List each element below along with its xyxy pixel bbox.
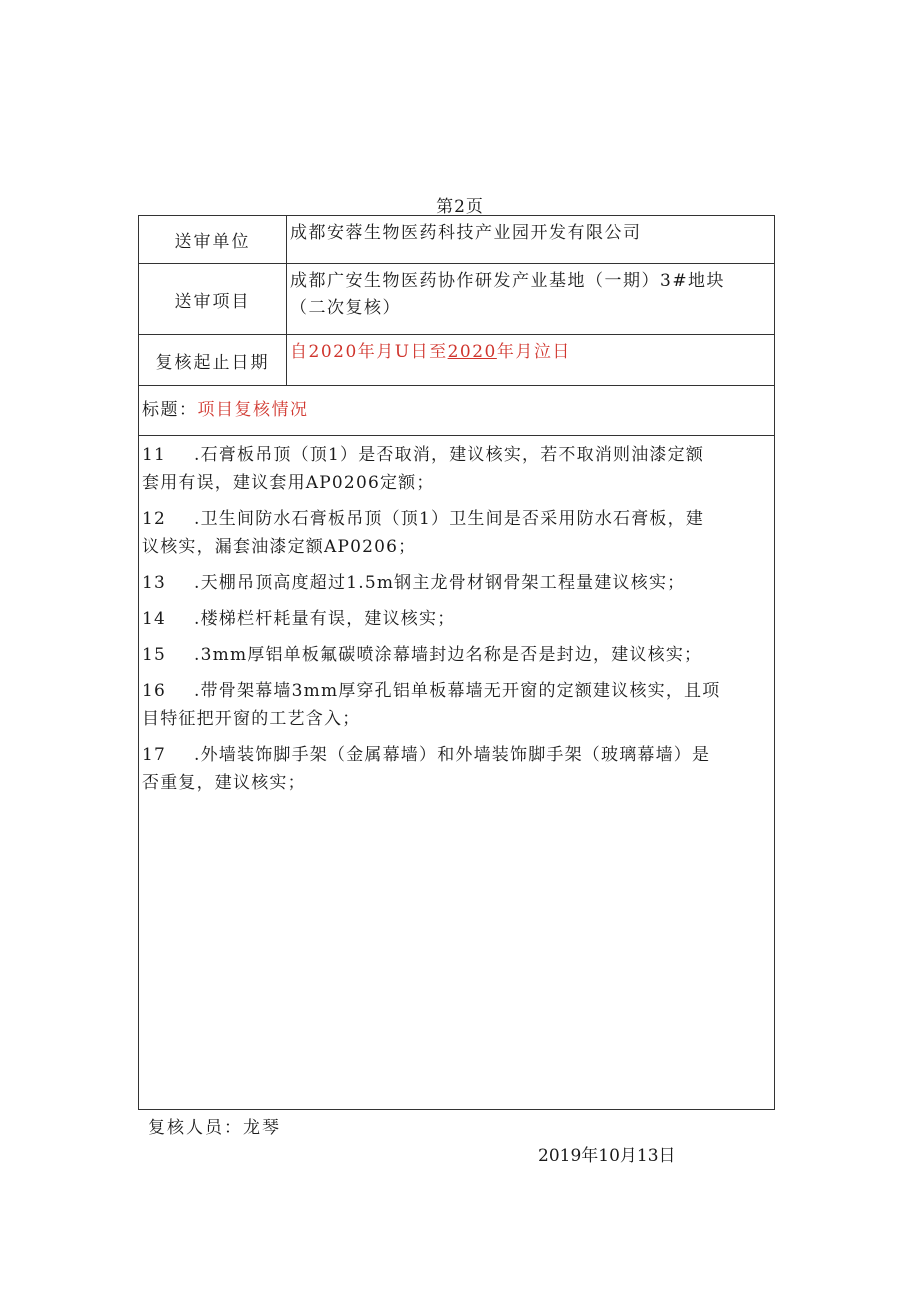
unit-value: 成都安蓉生物医药科技产业园开发有限公司 (290, 223, 642, 243)
item-text-line2: 套用有误，建议套用AP0206定额； (142, 473, 435, 493)
item-text-line2: 议核实，漏套油漆定额AP0206； (142, 537, 417, 557)
list-item (142, 441, 768, 497)
reviewer-line: 复核人员：龙琴 (148, 1118, 281, 1138)
unit-row (139, 216, 774, 264)
item-text-line2: 否重复，建议核实； (142, 773, 306, 793)
project-row (139, 264, 774, 335)
list-item (142, 605, 768, 633)
item-text-line1: .楼梯栏杆耗量有误，建议核实； (194, 609, 456, 629)
item-text-line1: .天棚吊顶高度超过1.5m钢主龙骨材钢骨架工程量建议核实； (194, 573, 686, 593)
review-items-list (142, 441, 768, 805)
item-text-line1: .带骨架幕墙3mm厚穿孔铝单板幕墙无开窗的定额建议核实，且项 (194, 681, 721, 701)
review-form-table (138, 215, 775, 1110)
item-number: 16 (142, 681, 167, 701)
list-item (142, 677, 768, 733)
list-item (142, 741, 768, 797)
project-label: 送审项目 (139, 264, 287, 334)
title-row (139, 386, 774, 436)
item-text-line2: 目特征把开窗的工艺含入； (142, 709, 361, 729)
list-item (142, 569, 768, 597)
date-value (287, 335, 774, 385)
item-number: 17 (142, 745, 167, 765)
project-value-line2: （二次复核） (290, 298, 401, 318)
item-number: 14 (142, 609, 167, 629)
date-row (139, 335, 774, 386)
title-prefix: 标题： (142, 400, 198, 420)
date-value-part3: 年月泣日 (496, 342, 571, 362)
unit-label: 送审单位 (139, 216, 287, 263)
date-value-part1: 自2020年月U日至 (290, 342, 448, 362)
list-item (142, 641, 768, 669)
item-text-line1: .石膏板吊顶（顶1）是否取消，建议核实，若不取消则油漆定额 (194, 445, 705, 465)
list-item (142, 505, 768, 561)
title-value: 项目复核情况 (197, 400, 309, 420)
item-text-line1: .3mm厚铝单板氟碳喷涂幕墙封边名称是否是封边，建议核实； (194, 645, 703, 665)
page-number: 第2页 (436, 197, 484, 217)
project-value (287, 264, 774, 334)
signature-date: 2019年10月13日 (538, 1146, 676, 1166)
date-value-year: 2020 (447, 342, 497, 362)
project-value-line1: 成都广安生物医药协作研发产业基地（一期）3#地块 (290, 271, 726, 291)
item-number: 15 (142, 645, 167, 665)
date-label: 复核起止日期 (139, 335, 287, 385)
item-number: 12 (142, 509, 167, 529)
item-number: 11 (142, 445, 167, 465)
item-number: 13 (142, 573, 167, 593)
item-text-line1: .外墙装饰脚手架（金属幕墙）和外墙装饰脚手架（玻璃幕墙）是 (194, 745, 711, 765)
item-text-line1: .卫生间防水石膏板吊顶（顶1）卫生间是否采用防水石膏板，建 (194, 509, 705, 529)
